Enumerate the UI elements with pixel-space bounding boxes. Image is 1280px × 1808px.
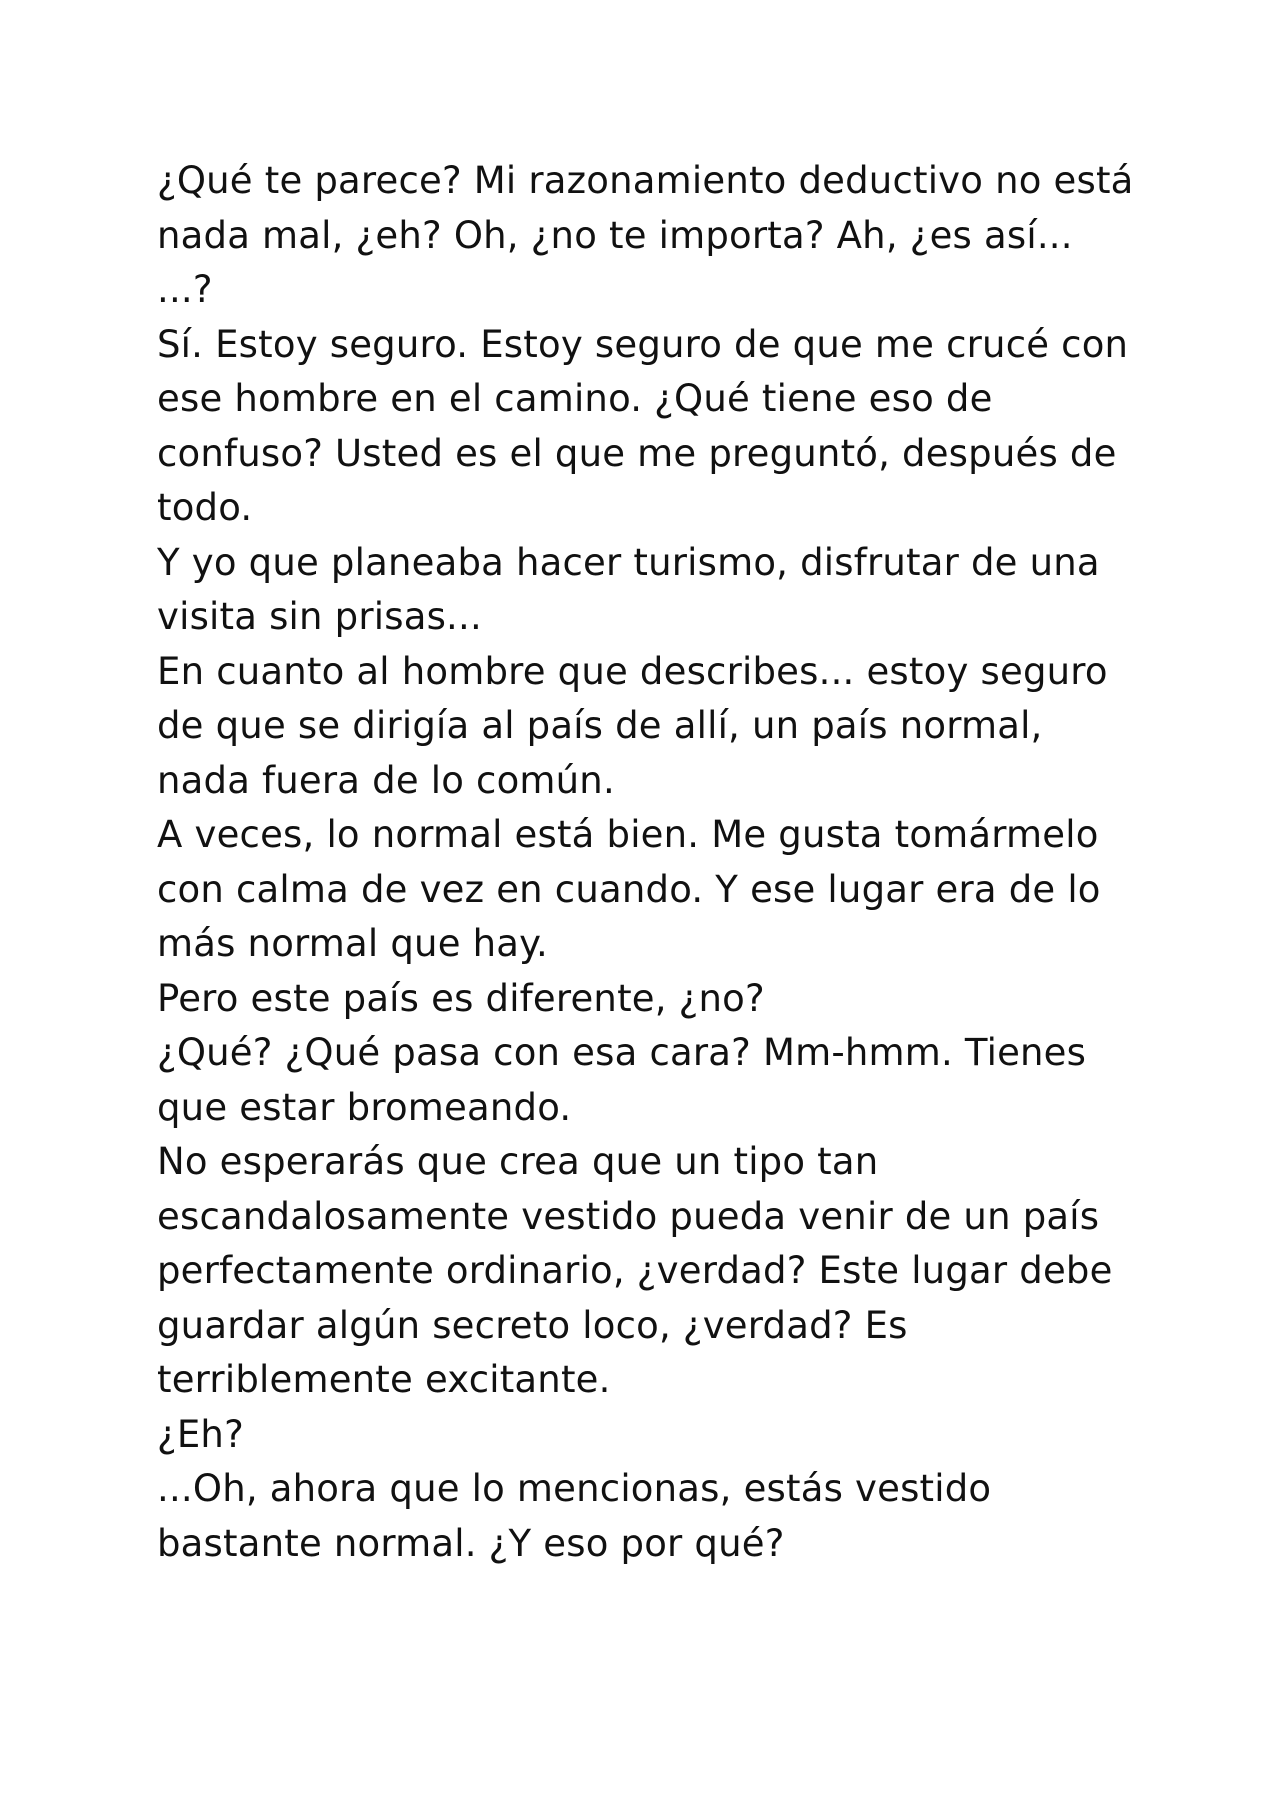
body-text — [157, 154, 1137, 1571]
paragraph: En cuanto al hombre que describes... estoy seguro de que se dirigía al país de allí, un país normal, nada fuera de lo común. — [157, 649, 1108, 802]
paragraph: ...? — [157, 268, 213, 311]
paragraph: Sí. Estoy seguro. Estoy seguro de que me crucé con ese hombre en el camino. ¿Qué tiene eso de confuso? Usted es el que me preguntó, después de todo. — [157, 322, 1129, 529]
paragraph: ...Oh, ahora que lo mencionas, estás vestido bastante normal. ¿Y eso por qué? — [157, 1467, 992, 1565]
paragraph: A veces, lo normal está bien. Me gusta tomármelo con calma de vez en cuando. Y ese lugar era de lo más normal que hay. — [157, 813, 1101, 965]
paragraph: ¿Eh? — [157, 1412, 244, 1456]
paragraph: No esperarás que crea que un tipo tan escandalosamente vestido pueda venir de un país perfectamente ordinario, ¿verdad? Este lugar debe guardar algún secreto loco, ¿verdad? Es terriblemente excitante. — [157, 1140, 1113, 1401]
paragraph: Pero este país es diferente, ¿no? — [157, 976, 765, 1020]
paragraph: Y yo que planeaba hacer turismo, disfrutar de una visita sin prisas... — [157, 540, 1100, 638]
paragraph: ¿Qué? ¿Qué pasa con esa cara? Mm-hmm. Tienes que estar bromeando. — [157, 1031, 1087, 1129]
paragraph: ¿Qué te parece? Mi razonamiento deductivo no está nada mal, ¿eh? Oh, ¿no te importa? Ah, ¿es así... — [157, 159, 1134, 257]
